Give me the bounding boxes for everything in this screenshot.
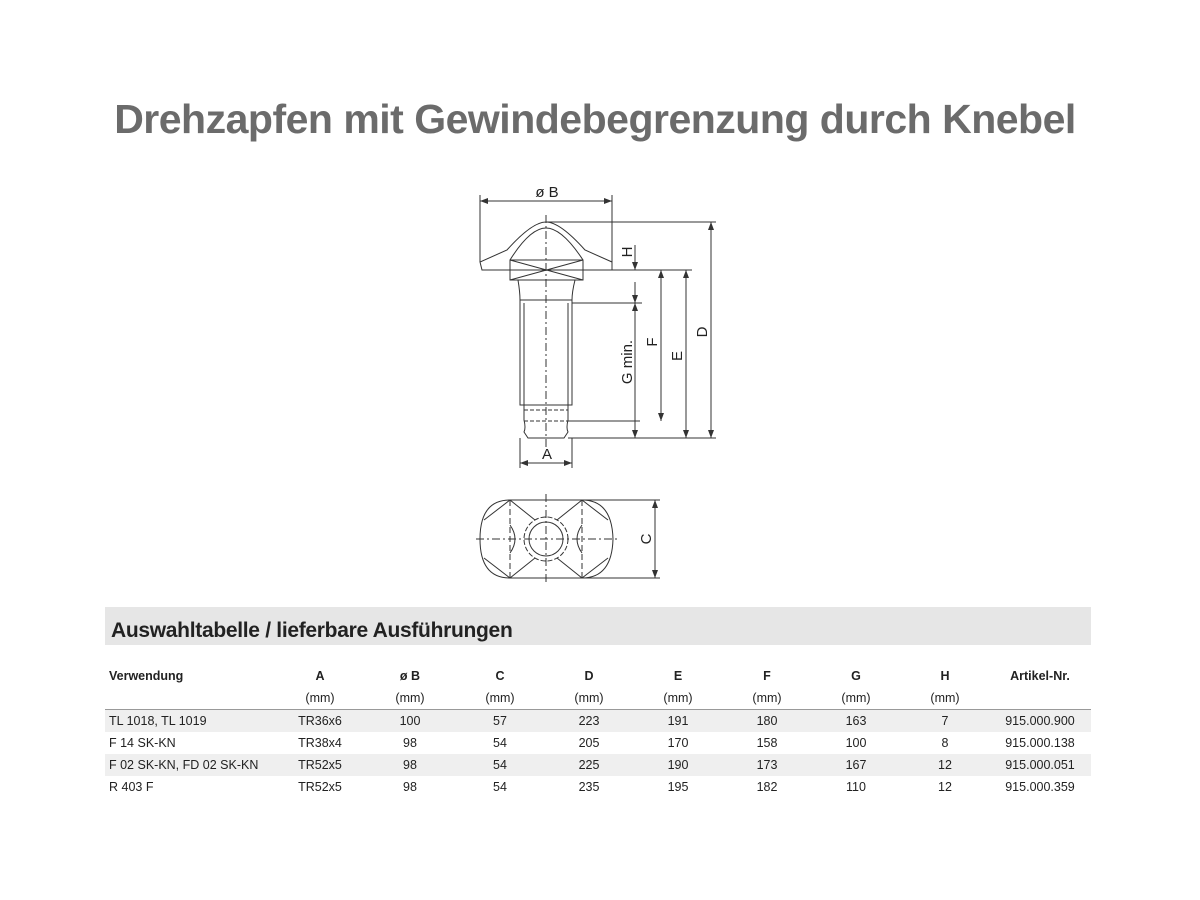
table-cell: 98 <box>403 736 417 750</box>
table-cell: 12 <box>938 780 952 794</box>
unit: (mm) <box>811 687 901 710</box>
table-cell: 158 <box>756 736 778 750</box>
table-cell: F 14 SK-KN <box>109 736 176 750</box>
table-row <box>105 754 1091 776</box>
table-cell: 915.000.138 <box>1005 736 1075 750</box>
section-title: Auswahltabelle / lieferbare Ausführungen <box>111 619 513 642</box>
table-cell: TL 1018, TL 1019 <box>105 710 275 733</box>
unit: (mm) <box>365 687 455 710</box>
selection-table <box>105 665 1091 798</box>
table-cell: 195 <box>667 780 689 794</box>
top-view <box>476 494 660 584</box>
table-row <box>105 732 1091 754</box>
col-header: Artikel-Nr. <box>1010 669 1070 683</box>
table-cell: F 02 SK-KN, FD 02 SK-KN <box>105 754 275 776</box>
unit <box>989 687 1091 710</box>
page-title: Drehzapfen mit Gewindebegrenzung durch Knebel <box>114 96 1076 142</box>
unit: (mm) <box>723 687 811 710</box>
dim-label-a: A <box>541 446 553 463</box>
table-cell: 225 <box>545 754 633 776</box>
table-cell: 54 <box>493 736 507 750</box>
table-cell: 110 <box>846 780 866 794</box>
header-row <box>105 665 1091 687</box>
table-cell: 915.000.359 <box>1005 780 1075 794</box>
col-header: E <box>673 669 683 683</box>
table-cell: TR52x5 <box>298 780 342 794</box>
table-cell: R 403 F <box>109 780 154 794</box>
unit: (mm) <box>901 687 989 710</box>
table-cell: 223 <box>545 710 633 733</box>
table-cell: 180 <box>723 710 811 733</box>
table-cell: 235 <box>578 780 600 794</box>
dim-label-g: G min. <box>619 339 636 385</box>
col-header: A <box>315 669 325 683</box>
side-view <box>480 195 716 468</box>
table-cell: 173 <box>723 754 811 776</box>
table-cell: 12 <box>901 754 989 776</box>
table-cell: 167 <box>811 754 901 776</box>
table-row <box>105 710 1091 733</box>
col-header: G <box>851 669 861 683</box>
table-cell: 57 <box>455 710 545 733</box>
table-cell: TR52x5 <box>275 754 365 776</box>
table-cell: 100 <box>365 710 455 733</box>
table-cell: 163 <box>811 710 901 733</box>
dim-label-e: E <box>669 350 686 362</box>
col-header: D <box>584 669 594 683</box>
unit <box>105 687 275 710</box>
dim-label-h: H <box>619 246 636 258</box>
col-header: F <box>763 669 771 683</box>
table-cell: TR38x4 <box>298 736 342 750</box>
table-cell: 8 <box>941 736 949 750</box>
col-header: ø B <box>399 669 421 683</box>
table-cell: 915.000.900 <box>989 710 1091 733</box>
table-cell: 191 <box>633 710 723 733</box>
dim-label-f: F <box>644 337 661 347</box>
table-cell: 915.000.051 <box>989 754 1091 776</box>
table-cell: 170 <box>667 736 689 750</box>
unit-row <box>105 687 1091 710</box>
table-cell: 98 <box>403 780 417 794</box>
col-header: C <box>495 669 505 683</box>
unit: (mm) <box>545 687 633 710</box>
table-cell: 98 <box>365 754 455 776</box>
col-header: H <box>940 669 950 683</box>
unit: (mm) <box>275 687 365 710</box>
table-cell: TR36x6 <box>275 710 365 733</box>
table-row <box>105 776 1091 798</box>
table-cell: 190 <box>633 754 723 776</box>
table-cell: 7 <box>901 710 989 733</box>
dim-label-c: C <box>638 533 655 545</box>
table-cell: 54 <box>493 780 507 794</box>
unit: (mm) <box>455 687 545 710</box>
table-cell: 205 <box>578 736 600 750</box>
unit: (mm) <box>633 687 723 710</box>
table-cell: 100 <box>845 736 867 750</box>
section-header <box>105 607 1091 645</box>
col-header: Verwendung <box>109 669 184 683</box>
table-cell: 54 <box>455 754 545 776</box>
table-cell: 182 <box>756 780 778 794</box>
dim-label-d: D <box>694 326 711 338</box>
dim-label-b: ø B <box>535 184 559 201</box>
